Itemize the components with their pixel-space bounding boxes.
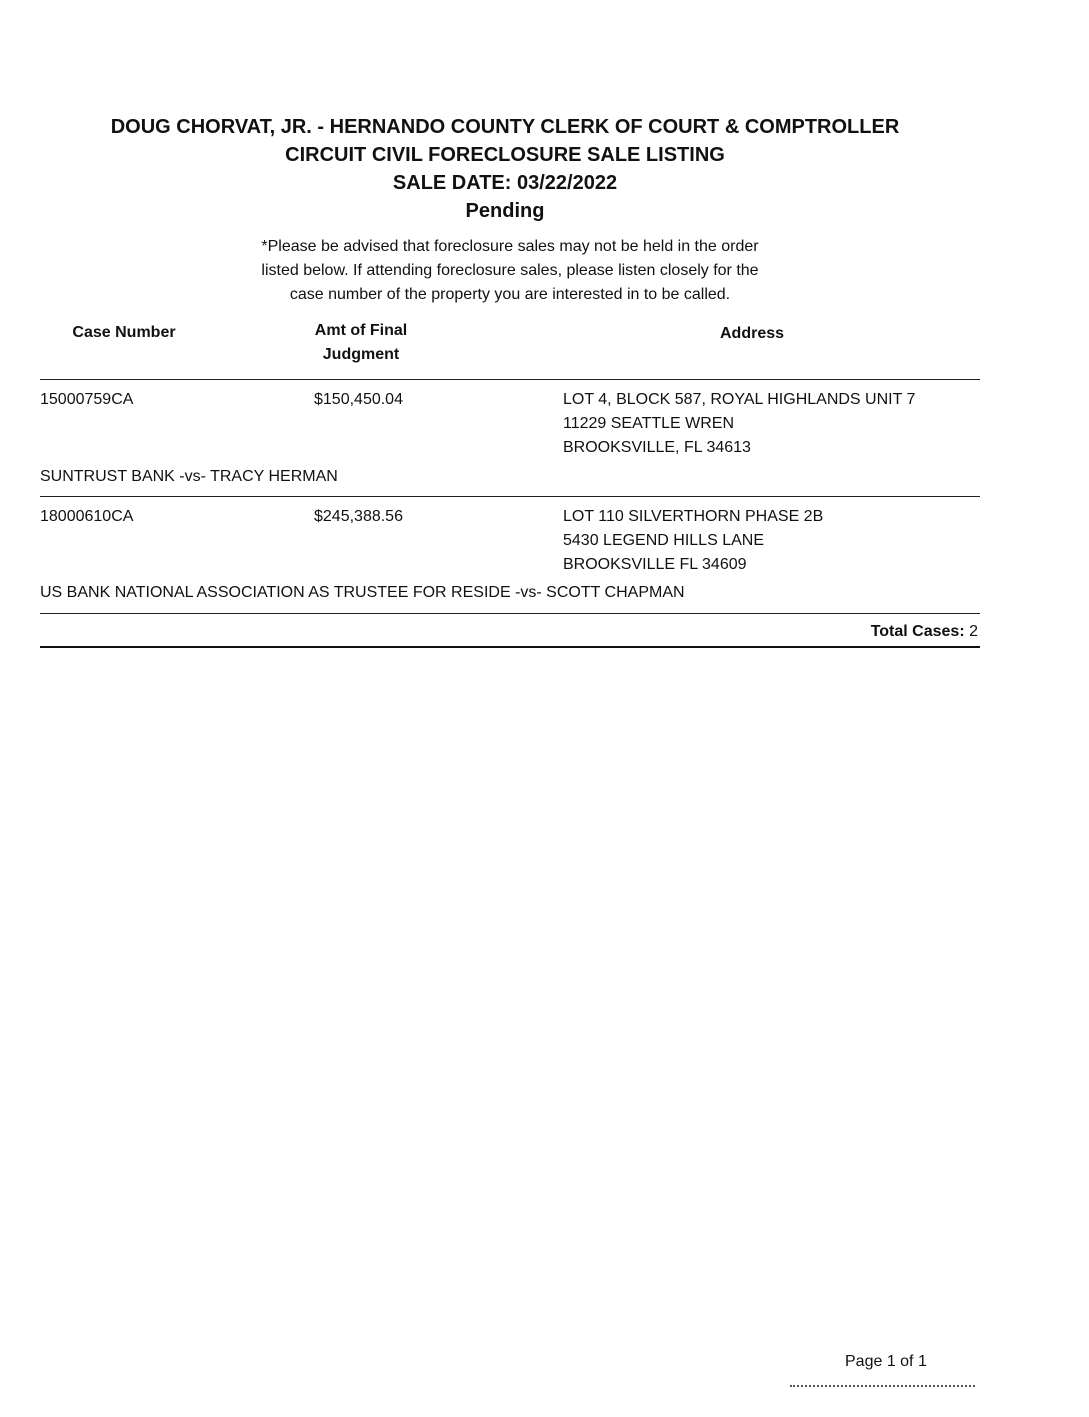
sale-date: SALE DATE: 03/22/2022	[392, 172, 618, 194]
status-label: Pending	[465, 200, 545, 222]
address-line: 11229 SEATTLE WREN	[563, 415, 735, 432]
total-cases	[871, 620, 978, 644]
column-header-amount	[290, 319, 432, 367]
case-number: 18000610CA	[40, 508, 134, 525]
header-divider	[40, 379, 980, 380]
address-line: BROOKSVILLE, FL 34613	[563, 439, 751, 456]
listing-title: CIRCUIT CIVIL FORECLOSURE SALE LISTING	[285, 144, 725, 166]
address-line: BROOKSVILLE FL 34609	[563, 556, 747, 573]
column-header-case-number: Case Number	[72, 324, 176, 341]
total-cases-value: 2	[969, 623, 978, 640]
address-line: LOT 4, BLOCK 587, ROYAL HIGHLANDS UNIT 7	[563, 391, 916, 408]
clerk-title: DOUG CHORVAT, JR. - HERNANDO COUNTY CLERK OF COURT & COMPTROLLER	[110, 116, 900, 138]
column-header-address: Address	[719, 325, 785, 342]
total-cases-label: Total Cases:	[870, 623, 965, 640]
notice-line: *Please be advised that foreclosure sales may not be held in the order	[261, 238, 759, 255]
document-header	[0, 113, 1010, 225]
page-number: Page 1 of 1	[845, 1353, 927, 1370]
notice-line: case number of the property you are interested in to be called.	[289, 286, 731, 303]
total-divider	[40, 646, 980, 648]
case-parties: SUNTRUST BANK -vs- TRACY HERMAN	[40, 468, 338, 485]
column-header-amount-line1: Amt of Final	[314, 322, 408, 339]
case-parties: US BANK NATIONAL ASSOCIATION AS TRUSTEE FOR RESIDE -vs- SCOTT CHAPMAN	[40, 584, 685, 601]
advisory-notice	[0, 235, 1020, 307]
case-number: 15000759CA	[40, 391, 134, 408]
address-line: LOT 110 SILVERTHORN PHASE 2B	[563, 508, 824, 525]
column-header-amount-line2: Judgment	[322, 346, 400, 363]
footer-stamp-mark	[790, 1385, 975, 1387]
judgment-amount: $245,388.56	[314, 508, 403, 525]
row-divider	[40, 496, 980, 497]
address-line: 5430 LEGEND HILLS LANE	[563, 532, 764, 549]
judgment-amount: $150,450.04	[314, 391, 403, 408]
notice-line: listed below. If attending foreclosure sales, please listen closely for the	[261, 262, 759, 279]
row-divider	[40, 613, 980, 614]
